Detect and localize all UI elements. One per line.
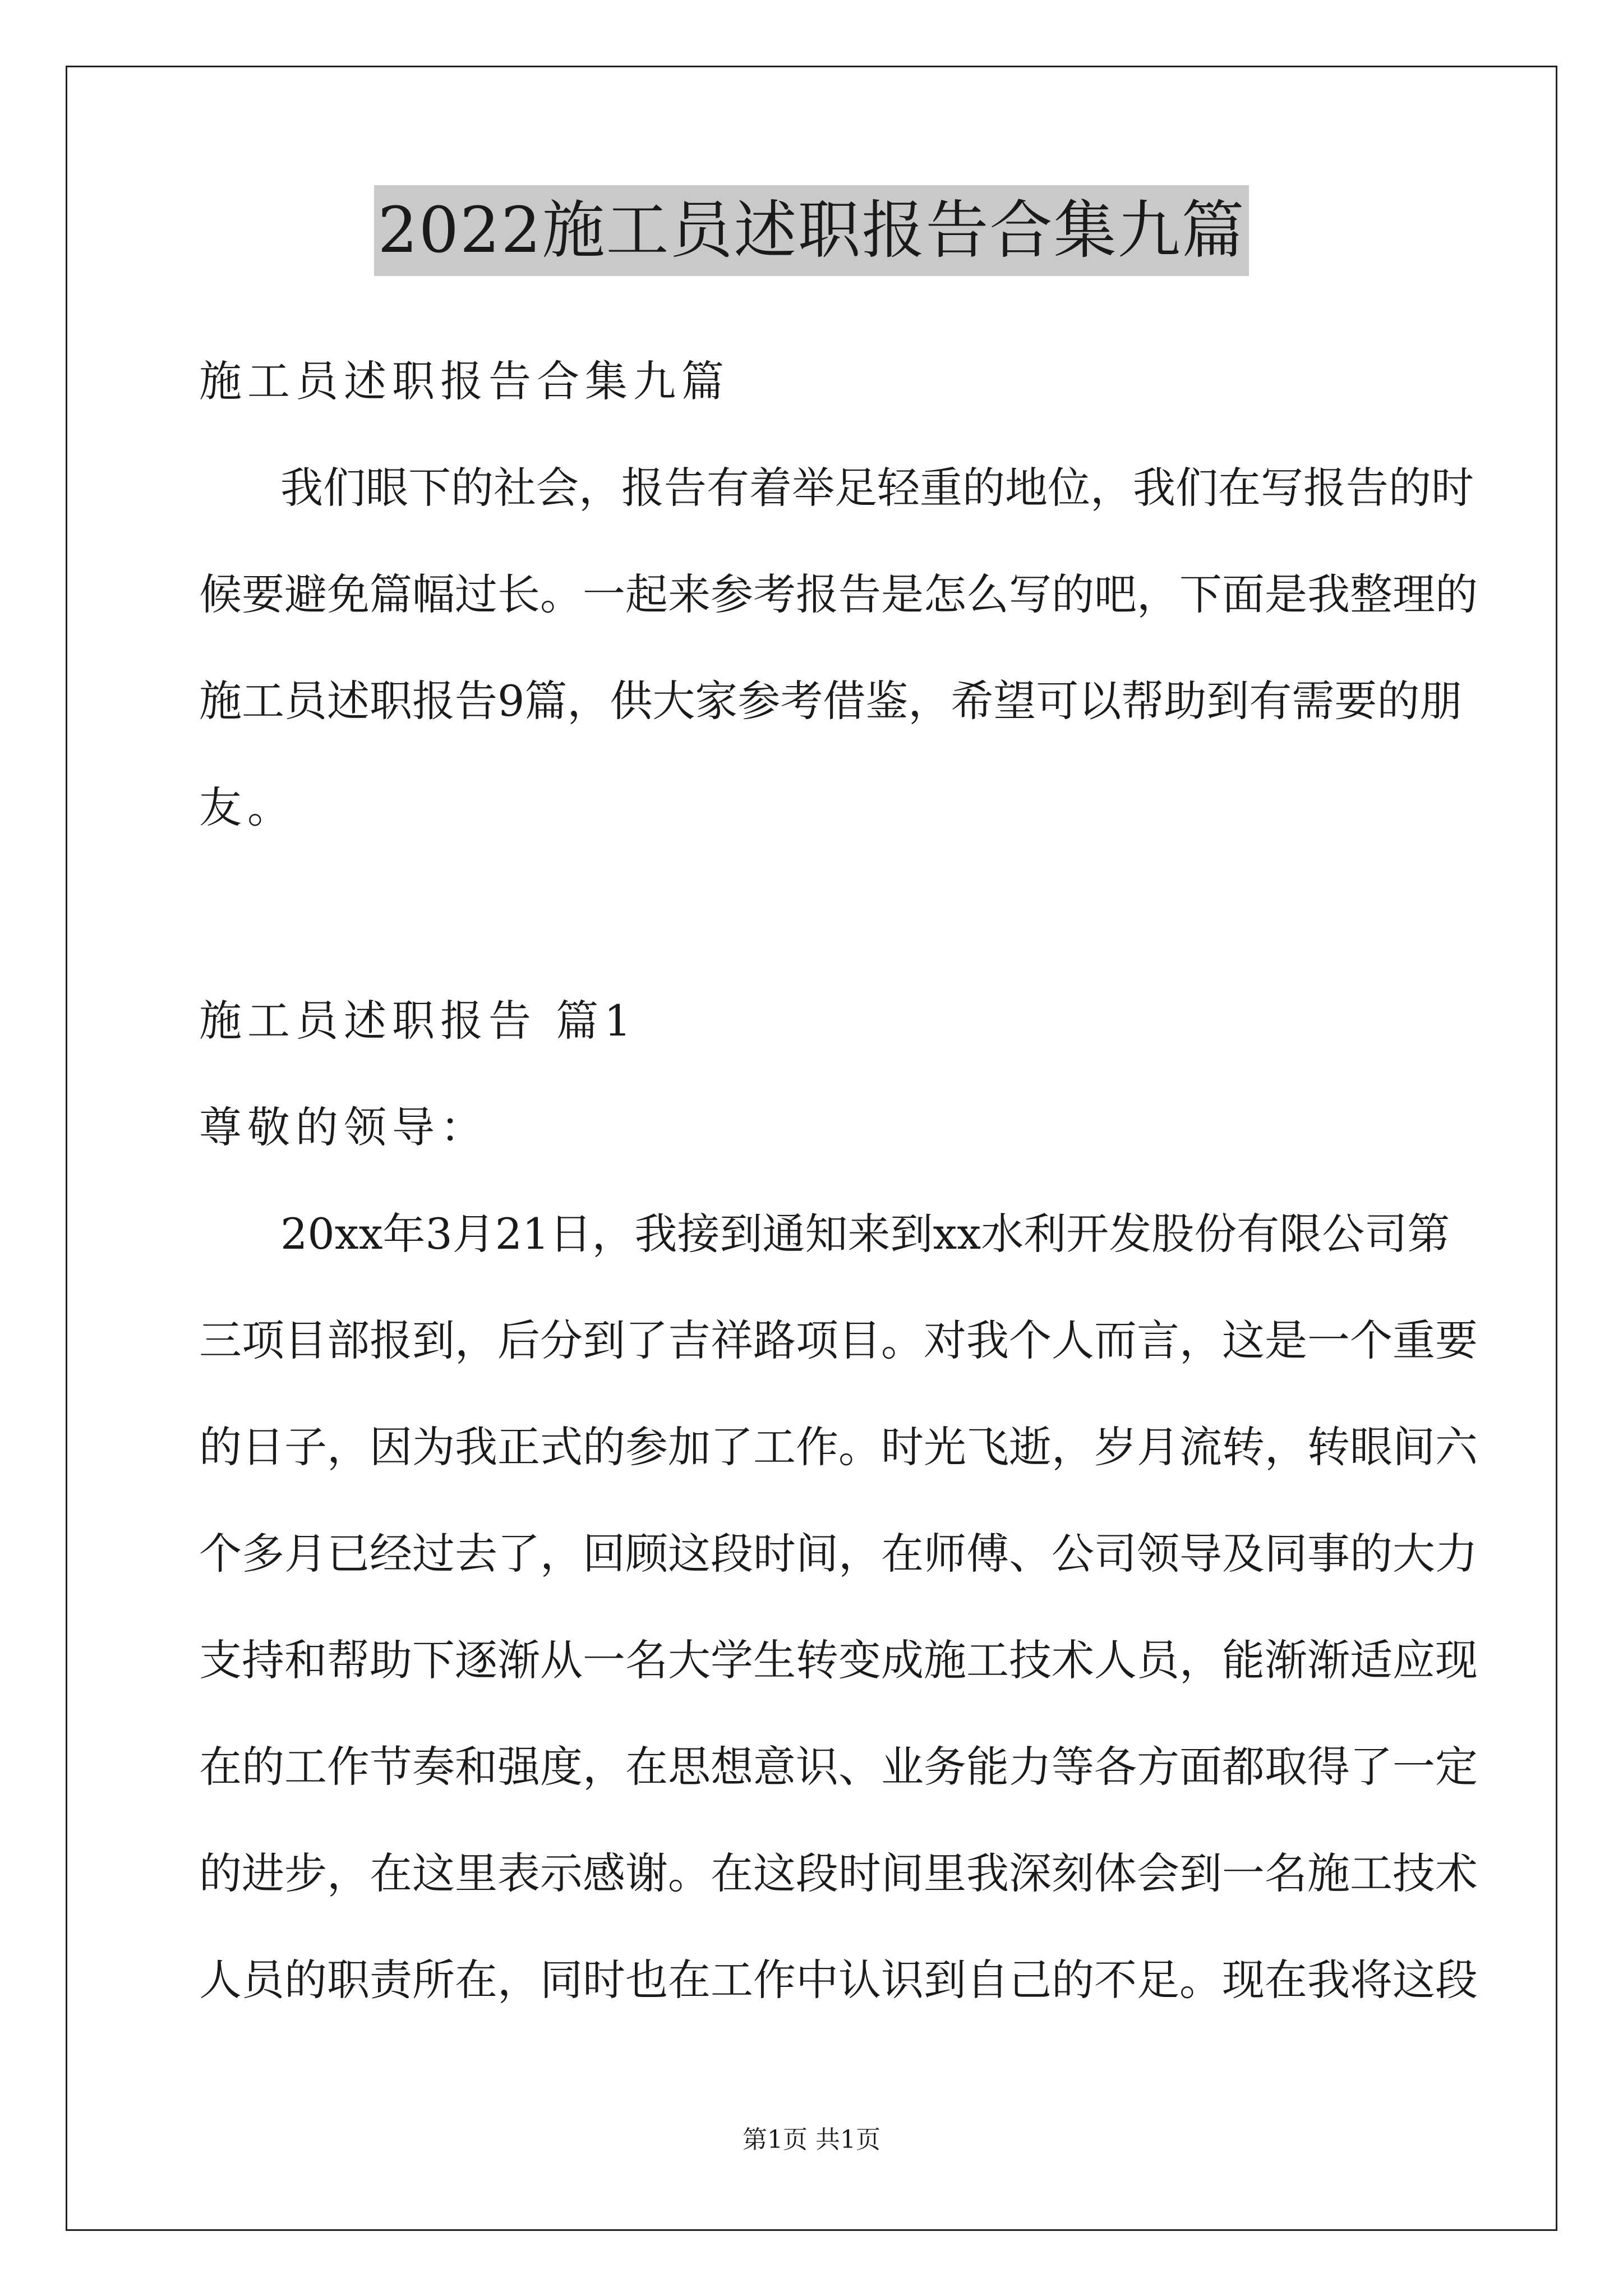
body-line-3: 的日子，因为我正式的参加了工作。时光飞逝，岁月流转，转眼间六 (199, 1422, 1478, 1472)
section-heading: 施工员述职报告 篇1 (199, 996, 637, 1046)
intro-line-3: 施工员述职报告9篇，供大家参考借鉴，希望可以帮助到有需要的朋 (199, 676, 1463, 726)
page-footer: 第1页 共1页 (743, 2125, 880, 2154)
intro-line-1: 我们眼下的社会，报告有着举足轻重的地位，我们在写报告的时 (280, 463, 1474, 513)
title-container (0, 185, 1623, 276)
body-line-8: 人员的职责所在，同时也在工作中认识到自己的不足。现在我将这段 (199, 1955, 1478, 2005)
body-line-5: 支持和帮助下逐渐从一名大学生转变成施工技术人员，能渐渐适应现 (199, 1635, 1478, 1685)
intro-line-4: 友。 (199, 783, 296, 832)
body-line-6: 在的工作节奏和强度，在思想意识、业务能力等各方面都取得了一定 (199, 1742, 1478, 1792)
intro-line-2: 候要避免篇幅过长。一起来参考报告是怎么写的吧，下面是我整理的 (199, 569, 1478, 619)
document-subtitle: 施工员述职报告合集九篇 (199, 356, 730, 406)
body-line-7: 的进步，在这里表示感谢。在这段时间里我深刻体会到一名施工技术 (199, 1848, 1478, 1898)
body-line-1: 20xx年3月21日，我接到通知来到xx水利开发股份有限公司第 (280, 1209, 1450, 1259)
salutation: 尊敬的领导： (199, 1102, 488, 1152)
document-title: 2022施工员述职报告合集九篇 (374, 185, 1248, 276)
body-line-2: 三项目部报到，后分到了吉祥路项目。对我个人而言，这是一个重要 (199, 1315, 1478, 1365)
body-line-4: 个多月已经过去了，回顾这段时间，在师傅、公司领导及同事的大力 (199, 1529, 1478, 1579)
